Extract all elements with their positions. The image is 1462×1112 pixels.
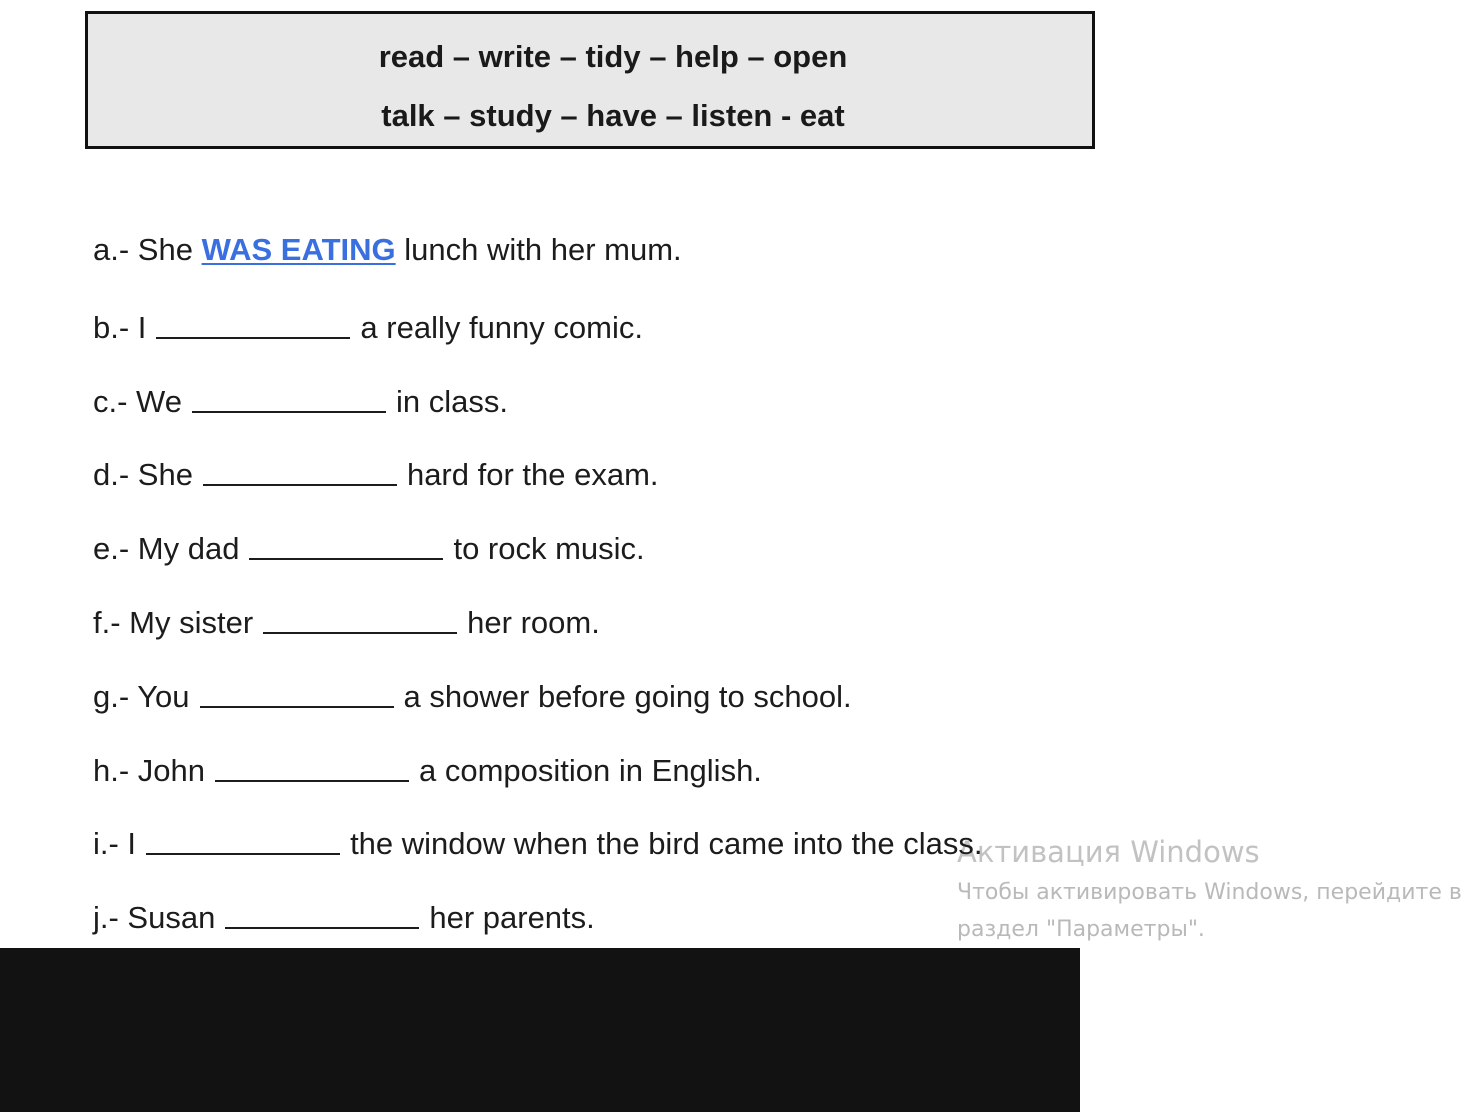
- exercise-item-i: [93, 822, 982, 862]
- word-bank-box: [85, 11, 1095, 149]
- windows-activation-watermark-title: Активация Windows: [957, 835, 1260, 869]
- exercise-item-f: [93, 601, 600, 641]
- answer-blank[interactable]: [249, 528, 443, 560]
- bottom-black-bar: [0, 948, 1080, 1112]
- item-prefix: h.- John: [93, 753, 206, 788]
- item-prefix: a.- She: [93, 232, 193, 267]
- item-prefix: g.- You: [93, 679, 190, 714]
- item-prefix: b.- I: [93, 310, 147, 345]
- answer-blank[interactable]: [225, 897, 419, 929]
- item-suffix: a really funny comic.: [360, 310, 643, 345]
- word-bank-line-1: read – write – tidy – help – open: [378, 39, 848, 74]
- answer-blank[interactable]: [200, 676, 394, 708]
- item-suffix: her room.: [467, 605, 600, 640]
- exercise-item-a: [93, 232, 682, 268]
- exercise-item-b: [93, 306, 643, 346]
- item-prefix: i.- I: [93, 826, 137, 861]
- item-suffix: hard for the exam.: [406, 457, 659, 492]
- windows-activation-watermark-line-1: Чтобы активировать Windows, перейдите в: [957, 880, 1462, 905]
- exercise-item-e: [93, 527, 645, 567]
- item-suffix: lunch with her mum.: [404, 232, 682, 267]
- exercise-item-g: [93, 675, 852, 715]
- filled-answer: WAS EATING: [201, 232, 396, 267]
- windows-activation-watermark-line-2: раздел "Параметры".: [957, 917, 1205, 942]
- exercise-item-j: [93, 896, 595, 936]
- item-prefix: e.- My dad: [93, 531, 240, 566]
- item-prefix: c.- We: [93, 384, 182, 419]
- item-prefix: f.- My sister: [93, 605, 254, 640]
- item-prefix: d.- She: [93, 457, 193, 492]
- answer-blank[interactable]: [146, 823, 340, 855]
- item-suffix: her parents.: [429, 900, 595, 935]
- answer-blank[interactable]: [203, 454, 397, 486]
- item-suffix: the window when the bird came into the class.: [350, 826, 983, 861]
- item-suffix: a shower before going to school.: [403, 679, 852, 714]
- item-prefix: j.- Susan: [93, 900, 216, 935]
- answer-blank[interactable]: [156, 307, 350, 339]
- exercise-item-c: [93, 380, 508, 420]
- word-bank-line-2: talk – study – have – listen - eat: [381, 98, 845, 133]
- answer-blank[interactable]: [192, 381, 386, 413]
- answer-blank[interactable]: [263, 602, 457, 634]
- exercise-item-h: [93, 749, 762, 789]
- item-suffix: to rock music.: [453, 531, 645, 566]
- answer-blank[interactable]: [215, 750, 409, 782]
- item-suffix: a composition in English.: [419, 753, 762, 788]
- exercise-item-d: [93, 453, 659, 493]
- item-suffix: in class.: [396, 384, 508, 419]
